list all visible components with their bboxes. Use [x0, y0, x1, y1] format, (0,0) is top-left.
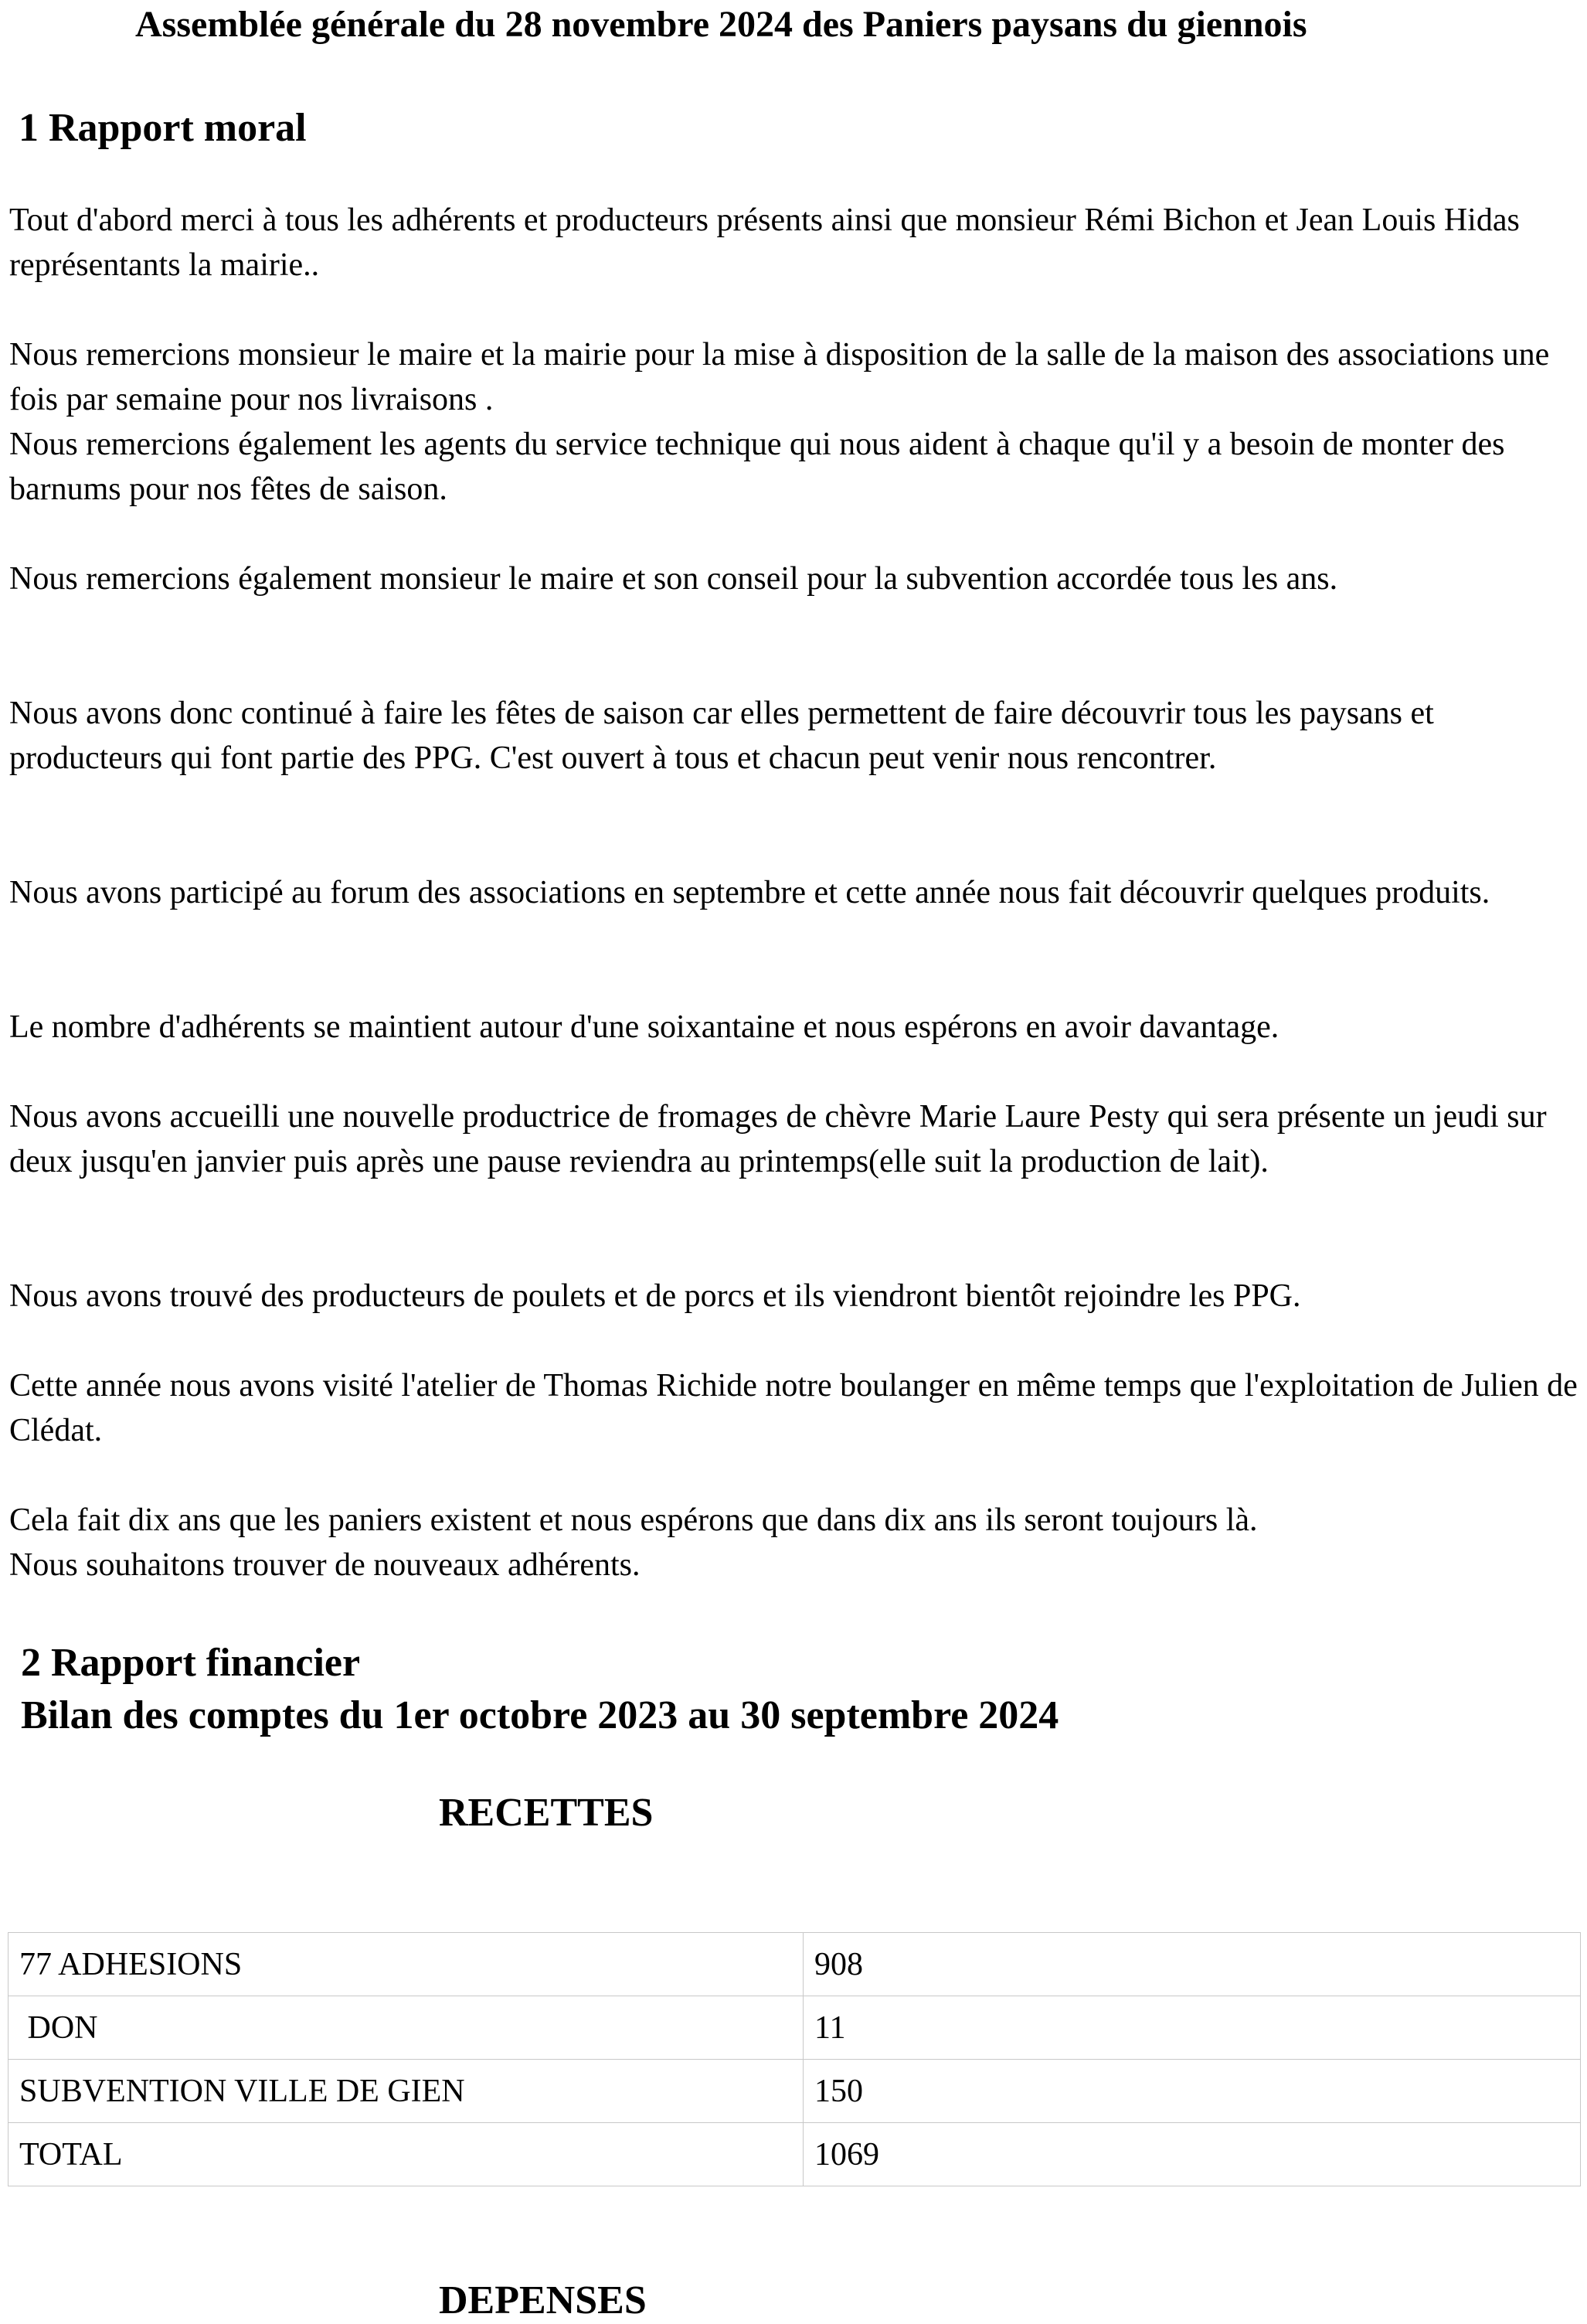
table-row: [8, 2123, 1581, 2186]
paragraph-forum: Nous avons participé au forum des associations en septembre et cette année nous fait découvrir quelques produits.: [9, 875, 1490, 910]
paragraph-remerciement-agents: Nous remercions également les agents du service technique qui nous aident à chaque qu'il y a besoin de monter des barnums pour nos fêtes de saison.: [9, 427, 1505, 507]
depenses-heading: DEPENSES: [439, 2278, 647, 2322]
section-heading-rapport-moral: 1 Rapport moral: [19, 106, 307, 150]
recettes-value-cell: 11: [804, 1996, 1581, 2060]
paragraph-group-intro: [9, 198, 1578, 288]
paragraph-adherents: Le nombre d'adhérents se maintient autour d'une soixantaine et nous espérons en avoir davantage.: [9, 1009, 1279, 1045]
section-heading-rapport-financier: 2 Rapport financier: [21, 1641, 361, 1685]
paragraph-dix-ans: Cela fait dix ans que les paniers existent et nous espérons que dans dix ans ils seront toujours là.: [9, 1502, 1258, 1538]
paragraph-group-visite: [9, 1363, 1578, 1453]
recettes-label-cell: TOTAL: [8, 2123, 804, 2186]
table-row: [8, 1996, 1581, 2060]
paragraph-group-productrice: [9, 1094, 1578, 1184]
table-row: [8, 2060, 1581, 2123]
recettes-table: [8, 1932, 1581, 2186]
paragraph-visite: Cette année nous avons visité l'atelier de Thomas Richide notre boulanger en même temps que l'exploitation de Julien de Clédat.: [9, 1368, 1578, 1448]
paragraph-group-subvention: [9, 556, 1578, 601]
paragraph-productrice: Nous avons accueilli une nouvelle productrice de fromages de chèvre Marie Laure Pesty qui sera présente un jeudi sur deux jusqu'en janvier puis après une pause reviendra au printemps(elle suit la production de lait).: [9, 1099, 1547, 1179]
paragraph-producteurs: Nous avons trouvé des producteurs de poulets et de porcs et ils viendront bientôt rejoindre les PPG.: [9, 1278, 1301, 1314]
paragraph-group-producteurs: [9, 1274, 1578, 1319]
paragraph-fetes-saison: Nous avons donc continué à faire les fêtes de saison car elles permettent de faire découvrir tous les paysans et producteurs qui font partie des PPG. C'est ouvert à tous et chacun peut venir nous rencontrer.: [9, 696, 1434, 776]
paragraph-nouveaux-adherents: Nous souhaitons trouver de nouveaux adhérents.: [9, 1547, 641, 1583]
recettes-label-cell: SUBVENTION VILLE DE GIEN: [8, 2060, 804, 2123]
recettes-label-cell: 77 ADHESIONS: [8, 1933, 804, 1996]
paragraph-group-adherents: [9, 1005, 1578, 1050]
recettes-value-cell: 908: [804, 1933, 1581, 1996]
recettes-value-cell: 150: [804, 2060, 1581, 2123]
paragraph-group-fetes: [9, 691, 1578, 781]
recettes-heading: RECETTES: [439, 1791, 654, 1835]
section-subheading-bilan: Bilan des comptes du 1er octobre 2023 au 30 septembre 2024: [21, 1693, 1059, 1737]
table-row: [8, 1933, 1581, 1996]
paragraph-group-remerciements: [9, 332, 1578, 512]
paragraph-subvention: Nous remercions également monsieur le maire et son conseil pour la subvention accordée tous les ans.: [9, 561, 1338, 597]
paragraph-group-conclusion: [9, 1498, 1578, 1587]
paragraph-group-forum: [9, 870, 1578, 915]
document-title: Assemblée générale du 28 novembre 2024 des Paniers paysans du giennois: [135, 4, 1307, 45]
recettes-label-cell: DON: [8, 1996, 804, 2060]
paragraph-merci: Tout d'abord merci à tous les adhérents et producteurs présents ainsi que monsieur Rémi Bichon et Jean Louis Hidas représentants la mairie..: [9, 202, 1520, 283]
recettes-value-cell: 1069: [804, 2123, 1581, 2186]
paragraph-remerciement-maire: Nous remercions monsieur le maire et la mairie pour la mise à disposition de la salle de la maison des associations une fois par semaine pour nos livraisons .: [9, 337, 1550, 417]
